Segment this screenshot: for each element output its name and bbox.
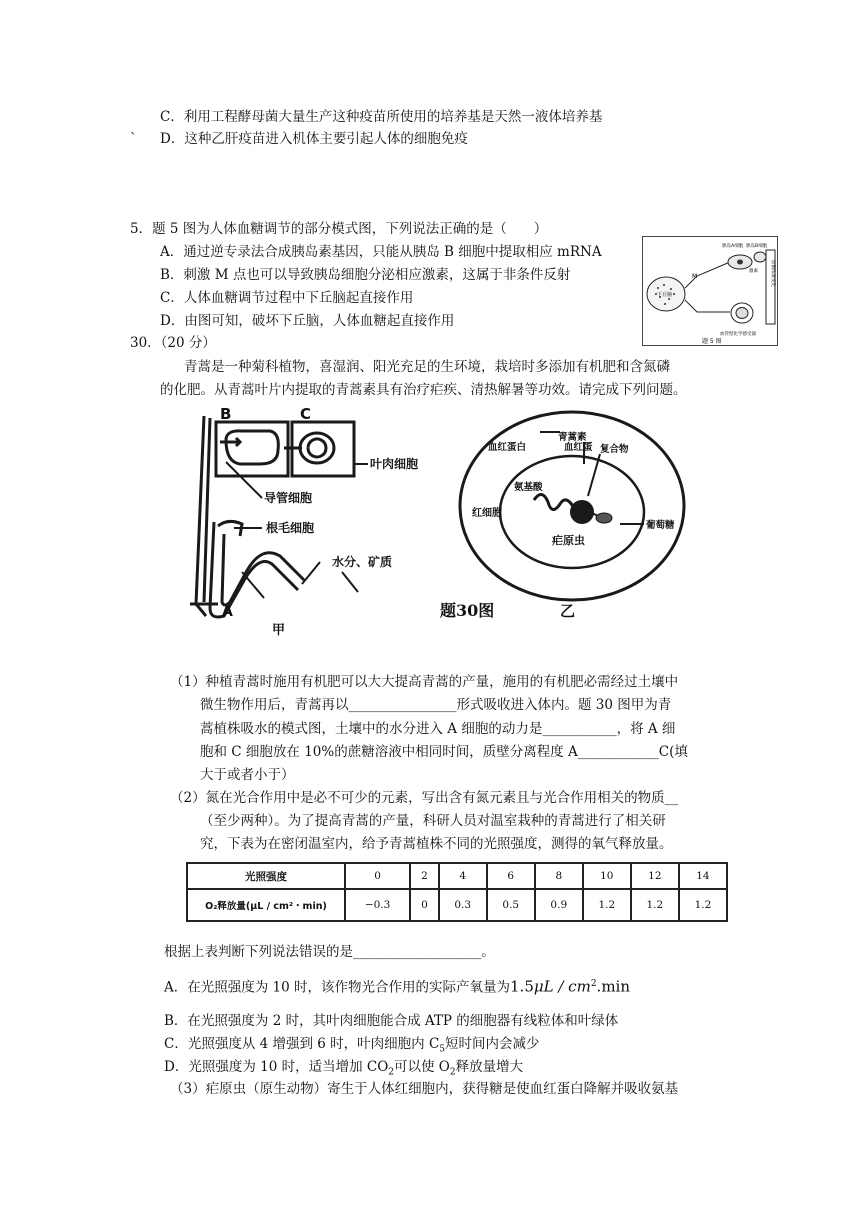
- q4-option-c: C．利用工程酵母菌大量生产这种疫苗所使用的培养基是天然一液体培养基: [160, 109, 603, 125]
- option-d-text-mid: 可以使 O: [394, 1059, 450, 1075]
- table-row-o2: [187, 889, 727, 921]
- fig5-label-receptor: 血管壁化学感受器: [720, 332, 756, 337]
- q30-header: 30．（20 分）: [130, 335, 216, 351]
- q5-option-d: D．由图可知，破坏下丘脑，人体血糖起直接作用: [160, 313, 455, 329]
- q30-option-c: [164, 1035, 540, 1059]
- fig30-label-plasmodium: 疟原虫: [552, 534, 585, 547]
- q30-option-a: [164, 975, 630, 997]
- fig5-caption: 题 5 图: [702, 338, 722, 345]
- fig5-label-islet-b: 胰岛B细胞: [746, 244, 768, 249]
- fig30-label-rbc: 红细胞: [472, 508, 502, 519]
- fig30-label-hemo-2: 血红蛋白: [488, 442, 527, 453]
- q5-option-a: A．通过逆专录法合成胰岛素基因，只能从胰岛 B 细胞中提取相应 mRNA: [160, 244, 602, 260]
- o2-cell: −0.3: [345, 889, 410, 921]
- o2-cell: 0.3: [439, 889, 487, 921]
- q30-part1-line2: 微生物作用后，青蒿再以________________形式吸收进入体内。题 30 图甲为青: [200, 697, 672, 713]
- fig30-label-A: A: [222, 604, 233, 620]
- fig30-label-root-hair: 根毛细胞: [266, 521, 315, 535]
- option-a-unit: μL / cm: [533, 977, 591, 996]
- option-d-text-end: 释放量增大: [455, 1059, 524, 1075]
- fig30-label-C: C: [300, 405, 312, 423]
- q30-part1-line4: 胞和 C 细胞放在 10%的蔗糖溶液中相同时间，质壁分离程度 A____________C(填: [200, 744, 688, 760]
- light-cell: 6: [487, 863, 535, 889]
- fig30-caption: 题30图: [440, 601, 495, 620]
- o2-cell: 1.2: [583, 889, 631, 921]
- fig30-label-hemo-1: 血红蛋: [564, 442, 593, 453]
- light-o2-table: [186, 862, 728, 922]
- fig30-label-vessel: 导管细胞: [264, 491, 313, 505]
- o2-cell: 0.9: [535, 889, 583, 921]
- q5-option-b: B．刺激 M 点也可以导致胰岛细胞分泌相应激素，这属于非条件反射: [160, 267, 571, 283]
- light-cell: 8: [535, 863, 583, 889]
- fig30-label-complex: 复合物: [600, 444, 629, 455]
- fig5-label-islet-a: 胰岛A细胞: [722, 244, 744, 249]
- fig5-label-hormone: 激素: [749, 269, 758, 274]
- table-header-light: 光照强度: [187, 863, 345, 889]
- fig30-label-B: B: [220, 405, 232, 423]
- option-c-subscript: 5: [439, 1044, 446, 1055]
- q30-option-b: B．在光照强度为 2 时，其叶肉细胞能合成 ATP 的细胞器有线粒体和叶绿体: [164, 1013, 619, 1029]
- option-d-sub-o2: 2: [449, 1067, 456, 1078]
- option-c-text-end: 短时间内会减少: [445, 1036, 540, 1052]
- q5-option-c: C．人体血糖调节过程中下丘脑起直接作用: [160, 290, 414, 306]
- figure-5-blood-sugar-diagram: [642, 236, 778, 346]
- light-cell: 14: [679, 863, 727, 889]
- fig30-label-aa: 氨基酸: [514, 482, 543, 493]
- option-d-sub-co2: 2: [388, 1067, 395, 1078]
- light-cell: 4: [439, 863, 487, 889]
- option-a-value: 1.5: [510, 977, 534, 996]
- table-header-o2: O₂释放量(μL / cm²・min): [187, 889, 345, 921]
- o2-cell: 0: [410, 889, 439, 921]
- option-d-text: D．光照强度为 10 时，适当增加 CO: [164, 1059, 389, 1075]
- fig5-label-M: M: [692, 273, 698, 280]
- q30-part2-line2: （至少两种）。为了提高青蒿的产量，科研人员对温室栽种的青蒿进行了相关研: [200, 813, 666, 829]
- light-cell: 12: [631, 863, 679, 889]
- fig5-label-sugar-change: 血糖浓度变化: [770, 260, 775, 287]
- q5-stem: 5．题 5 图为人体血糖调节的部分模式图，下列说法正确的是（ ）: [130, 221, 548, 237]
- q30-intro-1: 青蒿是一种菊科植物，喜湿润、阳光充足的生环境，栽培时多添加有机肥和含氮磷: [184, 359, 670, 375]
- stray-mark: `: [130, 131, 137, 147]
- fig30-label-jia: 甲: [272, 623, 286, 638]
- light-cell: 0: [345, 863, 410, 889]
- table-row-light: [187, 863, 727, 889]
- option-c-text: C．光照强度从 4 增强到 6 时，叶肉细胞内 C: [164, 1036, 440, 1052]
- q4-option-d: D．这种乙肝疫苗进入机体主要引起人体的细胞免疫: [160, 131, 468, 147]
- q30-part1-line1: （1）种植青蒿时施用有机肥可以大大提高青蒿的产量，施用的有机肥必需经过土壤中: [170, 674, 679, 690]
- q30-part2-line1: （2）氮在光合作用中是必不可少的元素，写出含有氮元素且与光合作用相关的物质__: [170, 790, 679, 806]
- q30-option-d: [164, 1058, 523, 1082]
- q30-part1-line3: 蒿植株吸水的模式图，土壤中的水分进入 A 细胞的动力是___________，将 A 细: [200, 721, 676, 737]
- o2-cell: 1.2: [679, 889, 727, 921]
- fig5-label-hypothalamus: 下丘脑: [657, 292, 673, 298]
- q30-part3-line1: （3）疟原虫（原生动物）寄生于人体红细胞内，获得糖是使血红蛋白降解并吸收氨基: [170, 1081, 679, 1097]
- light-cell: 2: [410, 863, 439, 889]
- o2-cell: 0.5: [487, 889, 535, 921]
- fig30-label-sugar: 葡萄糖: [646, 520, 675, 531]
- fig30-label-leaf-cell: 叶肉细胞: [370, 457, 419, 471]
- option-a-text: A．在光照强度为 10 时，该作物光合作用的实际产氧量为: [164, 979, 511, 996]
- q30-part1-line5: 大于或者小于）: [200, 767, 295, 783]
- q30-judge-prompt: 根据上表判断下列说法错误的是___________________。: [164, 944, 495, 960]
- option-a-exponent: 2: [590, 979, 597, 989]
- q30-intro-2: 的化肥。从青蒿叶片内提取的青蒿素具有治疗疟疾、清热解暑等功效。请完成下列问题。: [160, 382, 687, 398]
- o2-cell: 1.2: [631, 889, 679, 921]
- fig30-label-yi: 乙: [560, 602, 576, 620]
- figure-30: [180, 404, 720, 640]
- option-a-unit-end: .min: [596, 977, 630, 996]
- fig30-label-artemisinin: 青蒿素: [558, 432, 587, 443]
- fig30-label-water: 水分、矿质: [332, 555, 393, 569]
- q30-part2-line3: 究，下表为在密闭温室内，给予青蒿植株不同的光照强度，测得的氧气释放量。: [200, 836, 673, 852]
- light-cell: 10: [583, 863, 631, 889]
